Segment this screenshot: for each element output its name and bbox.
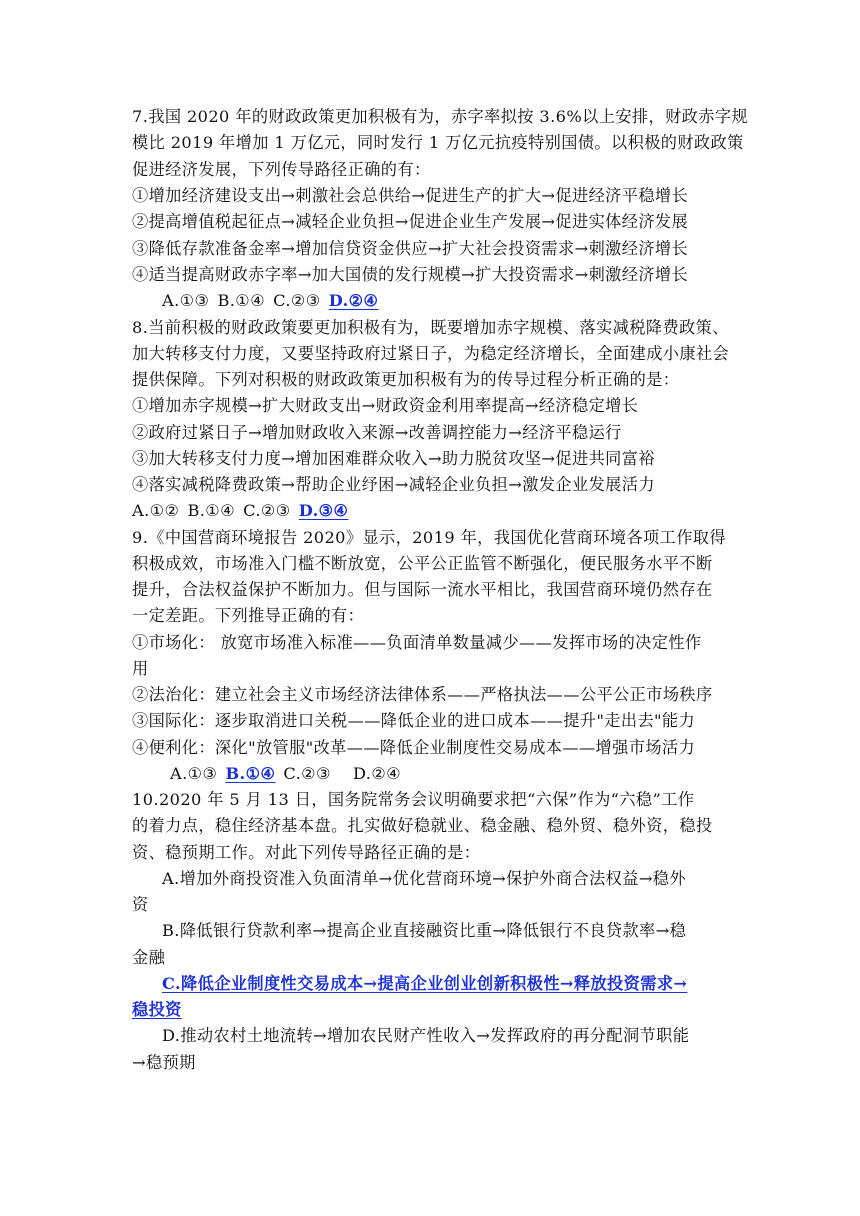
q9-stem-line: 一定差距。下列推导正确的有： <box>132 606 365 625</box>
q8-answer: D.③④ <box>298 501 349 520</box>
q9-statement: ④便利化：深化"放管服"改革——降低企业制度性交易成本——增强市场活力 <box>132 738 696 757</box>
q8-stem-line: 加大转移支付力度，又要坚持政府过紧日子，为稳定经济增长，全面建成小康社会 <box>132 344 730 363</box>
q9-stem-line: 提升，合法权益保护不断加力。但与国际一流水平相比，我国营商环境仍然存在 <box>132 580 713 599</box>
q9-option-a: A.①③ <box>170 764 218 783</box>
q10-option-d: D.推动农村土地流转→增加农民财产性收入→发挥政府的再分配洞节职能 <box>162 1026 690 1045</box>
q10-stem-line: 10.2020 年 5 月 13 日，国务院常务会议明确要求把“六保”作为“六稳”工作 <box>132 790 695 809</box>
q9-answer: B.①④ <box>225 764 276 783</box>
q7-statement: ①增加经济建设支出→刺激社会总供给→促进生产的扩大→促进经济平稳增长 <box>132 186 689 205</box>
q7-option-c: C.②③ <box>273 291 321 310</box>
q7-statement: ③降低存款准备金率→增加信贷资金供应→扩大社会投资需求→刺激经济增长 <box>132 239 689 258</box>
q10-answer-option-c: C.降低企业制度性交易成本→提高企业创业创新积极性→释放投资需求→ <box>162 974 688 993</box>
q8-statement: ②政府过紧日子→增加财政收入来源→改善调控能力→经济平稳运行 <box>132 423 622 442</box>
q9-option-c: C.②③ <box>283 764 331 783</box>
q10-option-a: A.增加外商投资准入负面清单→优化营商环境→保护外商合法权益→稳外 <box>162 869 686 888</box>
q9-stem-line: 积极成效，市场准入门槛不断放宽，公平公正监管不断强化，便民服务水平不断 <box>132 554 713 573</box>
q9-statement: 用 <box>132 659 149 678</box>
q7-stem-line: 促进经济发展，下列传导路径正确的有： <box>132 160 431 179</box>
q8-statement: ④落实减税降费政策→帮助企业纾困→减轻企业负担→激发企业发展活力 <box>132 475 655 494</box>
q7-option-b: B.①④ <box>217 291 266 310</box>
q10-option-d-cont: →稳预期 <box>132 1053 196 1072</box>
q10-option-a-cont: 资 <box>132 895 149 914</box>
q9-statement: ③国际化：逐步取消进口关税——降低企业的进口成本——提升"走出去"能力 <box>132 711 696 730</box>
q9-statement: ①市场化： 放宽市场准入标准——负面清单数量减少——发挥市场的决定性作 <box>132 633 702 652</box>
q8-statement: ③加大转移支付力度→增加困难群众收入→助力脱贫攻坚→促进共同富裕 <box>132 449 655 468</box>
q10-option-b: B.降低银行贷款利率→提高企业直接融资比重→降低银行不良贷款率→稳 <box>162 921 687 940</box>
q9-stem-line: 9.《中国营商环境报告 2020》显示，2019 年，我国优化营商环境各项工作取得 <box>132 528 726 547</box>
q9-options <box>170 761 409 787</box>
q9-option-d: D.②④ <box>353 764 402 783</box>
q7-answer: D.②④ <box>328 291 379 310</box>
q8-option-a: A.①② <box>132 501 180 520</box>
q7-stem-line: 7.我国 2020 年的财政政策更加积极有为，赤字率拟按 3.6%以上安排，财政赤字规 <box>132 107 749 126</box>
q10-stem-line: 的着力点，稳住经济基本盘。扎实做好稳就业、稳金融、稳外贸、稳外资，稳投 <box>132 816 713 835</box>
q7-options <box>162 288 386 314</box>
q10-option-b-cont: 金融 <box>132 948 166 967</box>
q8-stem-line: 提供保障。下列对积极的财政政策更加积极有为的传导过程分析正确的是： <box>132 370 680 389</box>
q8-stem-line: 8.当前积极的财政政策要更加积极有为，既要增加赤字规模、落实减税降费政策、 <box>132 318 729 337</box>
q9-statement: ②法治化：建立社会主义市场经济法律体系——严格执法——公平公正市场秩序 <box>132 685 713 704</box>
q7-option-a: A.①③ <box>162 291 210 310</box>
q10-stem-line: 资、稳预期工作。对此下列传导路径正确的是： <box>132 843 481 862</box>
q8-options <box>132 498 356 524</box>
q7-stem-line: 模比 2019 年增加 1 万亿元，同时发行 1 万亿元抗疫特别国债。以积极的财政政策 <box>132 133 744 152</box>
q8-statement: ①增加赤字规模→扩大财政支出→财政资金利用率提高→经济稳定增长 <box>132 396 639 415</box>
q8-option-b: B.①④ <box>187 501 236 520</box>
q7-statement: ④适当提高财政赤字率→加大国债的发行规模→扩大投资需求→刺激经济增长 <box>132 265 689 284</box>
q10-answer-option-c-cont: 稳投资 <box>132 1000 182 1019</box>
q8-option-c: C.②③ <box>243 501 291 520</box>
q7-statement: ②提高增值税起征点→减轻企业负担→促进企业生产发展→促进实体经济发展 <box>132 212 689 231</box>
